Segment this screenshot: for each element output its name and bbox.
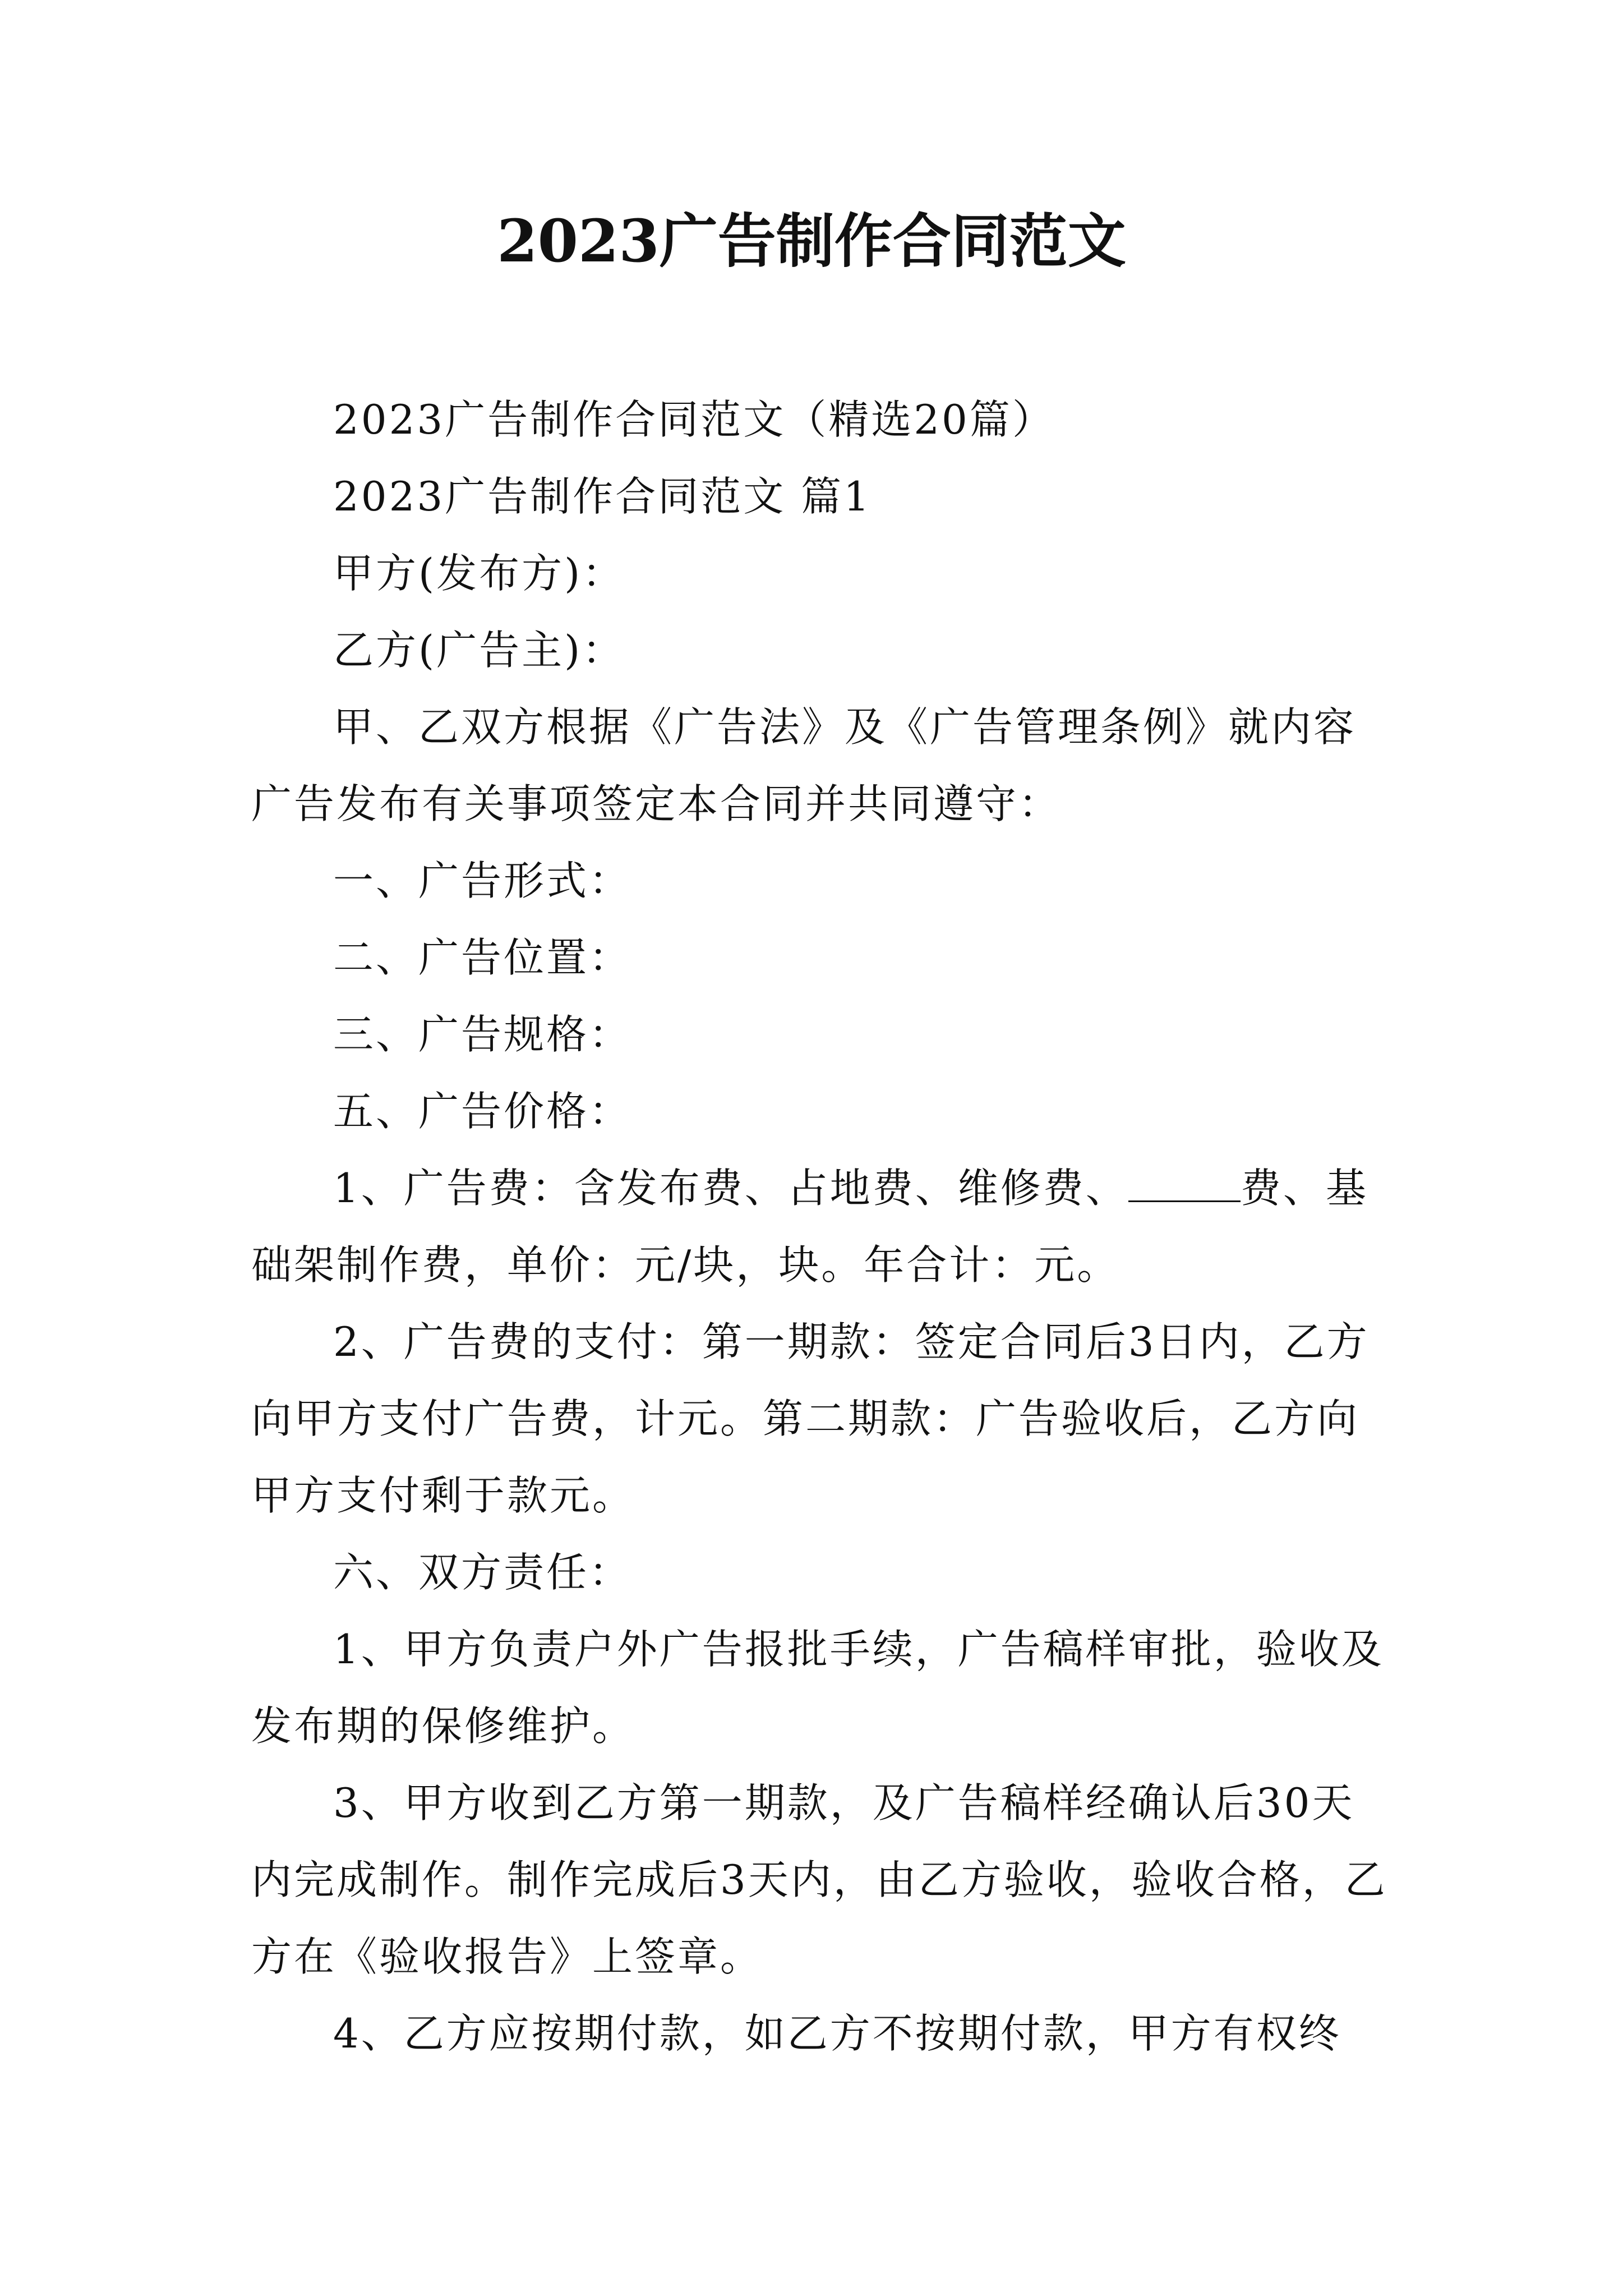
paragraph-ad-position: 二、广告位置： — [333, 934, 632, 981]
paragraph-ad-spec: 三、广告规格： — [333, 1011, 632, 1058]
paragraph-ad-form: 一、广告形式： — [333, 857, 632, 904]
paragraph-fee-clause — [251, 1150, 1395, 1304]
paragraph-subtitle: 2023广告制作合同范文（精选20篇） — [333, 396, 1055, 443]
paragraph-party-b: 乙方(广告主)： — [333, 627, 625, 674]
paragraph-responsibilities: 六、双方责任： — [333, 1549, 632, 1596]
fill-in-blank — [1128, 1167, 1241, 1202]
document-body — [251, 381, 1395, 2072]
paragraph-preamble: 甲、乙双方根据《广告法》及《广告管理条例》就内容广告发布有关事项签定本合同并共同遵守： — [251, 703, 1357, 827]
fee-clause-end: 费、基础架制作费，单价：元/块，块。年合计：元。 — [251, 1165, 1368, 1289]
document-title: 2023广告制作合同范文 — [497, 206, 1126, 275]
paragraph-production: 3、甲方收到乙方第一期款，及广告稿样经确认后30天内完成制作。制作完成后3天内，由乙方验收，验收合格，乙方在《验收报告》上签章。 — [251, 1779, 1387, 1980]
paragraph-payment: 2、广告费的支付：第一期款：签定合同后3日内，乙方向甲方支付广告费，计元。第二期款：广告验收后，乙方向甲方支付剩于款元。 — [251, 1318, 1370, 1519]
fee-clause-start: 1、广告费：含发布费、占地费、维修费、 — [333, 1165, 1128, 1212]
paragraph-party-a-duty: 1、甲方负责户外广告报批手续，广告稿样审批，验收及发布期的保修维护。 — [251, 1626, 1384, 1750]
paragraph-section-heading: 2023广告制作合同范文 篇1 — [333, 473, 872, 520]
paragraph-payment-duty: 4、乙方应按期付款，如乙方不按期付款，甲方有权终 — [333, 2010, 1341, 2057]
paragraph-party-a: 甲方(发布方)： — [333, 550, 625, 597]
paragraph-ad-price: 五、广告价格： — [333, 1088, 632, 1135]
